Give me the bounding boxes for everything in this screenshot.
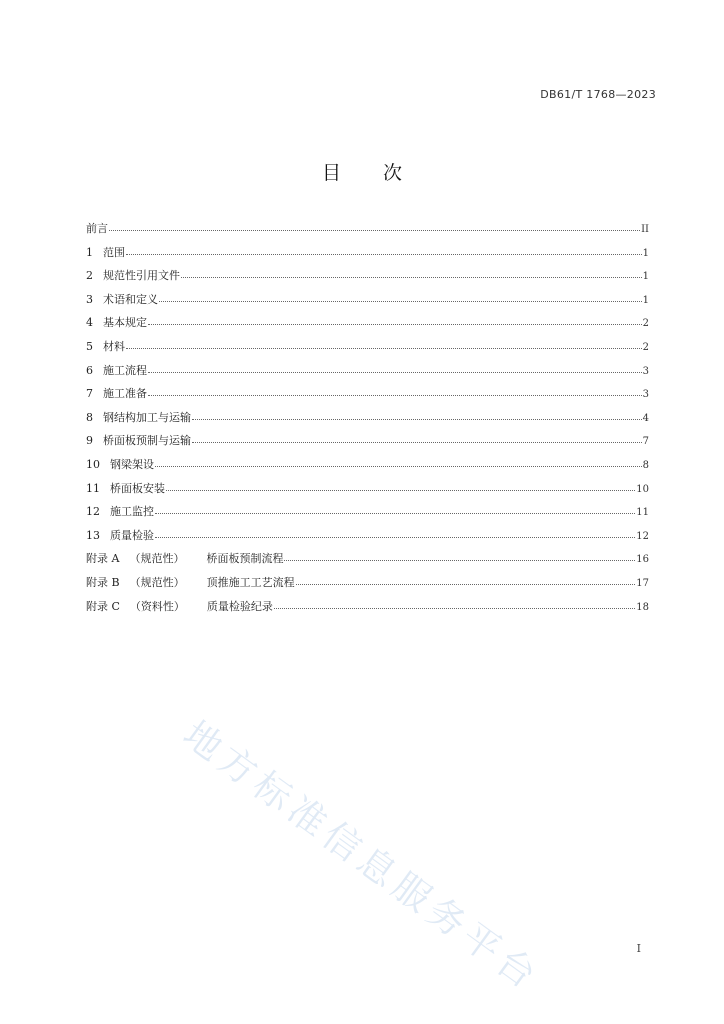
- title-char-2: 次: [383, 162, 403, 184]
- appendix-title: 顶推施工工艺流程: [206, 575, 295, 589]
- toc-page-number: 4: [642, 412, 649, 424]
- toc-entry-title: 术语和定义: [103, 292, 158, 306]
- dot-leader: [155, 529, 635, 538]
- toc-entry-2[interactable]: [86, 267, 649, 291]
- toc-entry-number: 2: [86, 269, 93, 283]
- toc-entry-13[interactable]: [86, 527, 649, 551]
- toc-entry-4[interactable]: [86, 314, 649, 338]
- page-number: I: [636, 942, 641, 955]
- appendix-label: 附录 C: [86, 599, 120, 613]
- toc-entry-9[interactable]: [86, 432, 649, 456]
- toc-page-number: 1: [642, 247, 649, 259]
- toc-entry-5[interactable]: [86, 338, 649, 362]
- dot-leader: [155, 458, 642, 467]
- appendix-tag: （规范性）: [129, 552, 185, 566]
- toc-page-number: 2: [642, 318, 649, 330]
- toc-entry-title: 施工监控: [110, 505, 154, 519]
- dot-leader: [192, 434, 642, 443]
- appendix-tag: （规范性）: [129, 575, 185, 589]
- toc-page-number: 17: [636, 577, 649, 589]
- toc-entry-6[interactable]: [86, 362, 649, 386]
- toc-entry-title: 施工准备: [103, 387, 147, 401]
- toc-entry-number: 7: [86, 387, 93, 401]
- toc-page-number: 1: [642, 271, 649, 283]
- dot-leader: [126, 246, 642, 255]
- toc-entry-number: 12: [86, 505, 100, 519]
- dot-leader: [126, 340, 642, 349]
- toc-entry-number: 11: [86, 481, 100, 495]
- toc-entry-title: 施工流程: [103, 363, 147, 377]
- toc-entry-foreword[interactable]: [86, 220, 649, 244]
- toc-entry-title: 前言: [86, 222, 108, 235]
- toc-entry-number: 8: [86, 410, 93, 424]
- dot-leader: [148, 387, 642, 396]
- toc-page-number: 11: [636, 507, 649, 519]
- toc-page-number: 16: [636, 554, 649, 566]
- toc-entry-title: 桥面板预制与运输: [103, 434, 191, 448]
- dot-leader: [155, 505, 635, 514]
- toc-page-number: 12: [636, 530, 649, 542]
- toc-appendix-b[interactable]: [86, 574, 649, 598]
- appendix-label: 附录 B: [86, 575, 120, 589]
- toc-entry-number: 9: [86, 434, 93, 448]
- toc-entry-number: 1: [86, 245, 93, 259]
- dot-leader: [274, 600, 635, 609]
- toc-entry-title: 基本规定: [103, 316, 147, 330]
- appendix-title: 桥面板预制流程: [206, 552, 284, 566]
- dot-leader: [148, 364, 642, 373]
- toc-entry-10[interactable]: [86, 456, 649, 480]
- dot-leader: [284, 552, 635, 561]
- table-of-contents: [86, 220, 649, 621]
- dot-leader: [109, 222, 640, 231]
- toc-entry-number: 6: [86, 363, 93, 377]
- toc-entry-title: 材料: [103, 339, 125, 353]
- dot-leader: [181, 269, 642, 278]
- appendix-title: 质量检验纪录: [206, 599, 273, 613]
- toc-appendix-a[interactable]: [86, 550, 649, 574]
- toc-entry-number: 3: [86, 292, 93, 306]
- toc-page-number: 8: [642, 459, 649, 471]
- toc-page-number: 7: [642, 436, 649, 448]
- toc-page-number: II: [641, 224, 649, 235]
- toc-page-number: 2: [642, 341, 649, 353]
- toc-page-number: 18: [636, 601, 649, 613]
- toc-entry-title: 范围: [103, 245, 125, 259]
- dot-leader: [296, 576, 636, 585]
- toc-entry-7[interactable]: [86, 385, 649, 409]
- toc-entry-title: 桥面板安装: [110, 481, 165, 495]
- toc-entry-number: 13: [86, 528, 100, 542]
- toc-page-number: 10: [636, 483, 649, 495]
- appendix-tag: （资料性）: [129, 599, 185, 613]
- toc-entry-title: 质量检验: [110, 528, 154, 542]
- toc-entry-3[interactable]: [86, 291, 649, 315]
- toc-entry-title: 钢结构加工与运输: [103, 410, 191, 424]
- toc-entry-title: 规范性引用文件: [103, 269, 180, 283]
- toc-entry-8[interactable]: [86, 409, 649, 433]
- toc-entry-12[interactable]: [86, 503, 649, 527]
- toc-entry-1[interactable]: [86, 244, 649, 268]
- toc-page-number: 3: [642, 365, 649, 377]
- title-char-1: 目: [321, 162, 341, 184]
- toc-entry-number: 4: [86, 316, 93, 330]
- toc-page-number: 3: [642, 389, 649, 401]
- dot-leader: [159, 293, 642, 302]
- standard-code: DB61/T 1768—2023: [540, 88, 656, 101]
- toc-entry-number: 10: [86, 457, 100, 471]
- appendix-label: 附录 A: [86, 552, 120, 566]
- dot-leader: [166, 482, 635, 491]
- toc-entry-11[interactable]: [86, 480, 649, 504]
- toc-appendix-c[interactable]: [86, 598, 649, 622]
- dot-leader: [148, 316, 642, 325]
- toc-entry-number: 5: [86, 339, 93, 353]
- page-title: [0, 158, 724, 185]
- watermark: 地方标准信息服务平台: [175, 712, 549, 1000]
- toc-page-number: 1: [642, 294, 649, 306]
- toc-entry-title: 钢梁架设: [110, 457, 154, 471]
- dot-leader: [192, 411, 642, 420]
